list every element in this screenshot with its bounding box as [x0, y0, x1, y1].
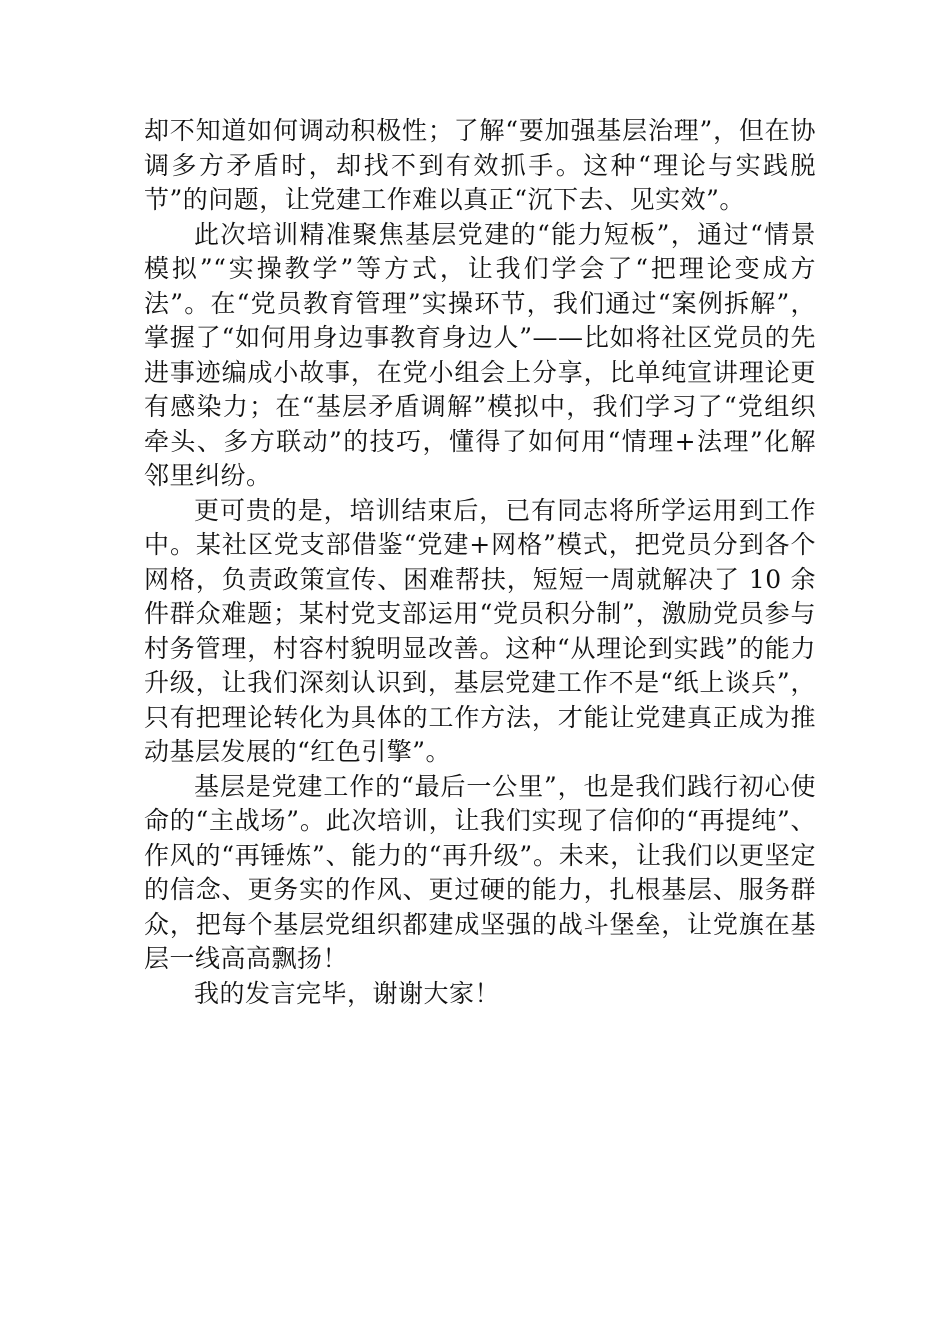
- document-body: [144, 114, 816, 1011]
- paragraph-training-focus: 此次培训精准聚焦基层党建的“能力短板”，通过“情景模拟”“实操教学”等方式，让我们学会了“把理论变成方法”。在“党员教育管理”实操环节，我们通过“案例拆解”，掌握了“如何用身边事教育身边人”——比如将社区党员的先进事迹编成小故事，在党小组会上分享，比单纯宣讲理论更有感染力；在“基层矛盾调解”模拟中，我们学习了“党组织牵头、多方联动”的技巧，懂得了如何用“情理+法理”化解邻里纠纷。: [144, 219, 816, 490]
- paragraph-closing-remark: 我的发言完毕，谢谢大家！: [194, 978, 501, 1008]
- paragraph-continued: 却不知道如何调动积极性；了解“要加强基层治理”，但在协调多方矛盾时，却找不到有效抓手。这种“理论与实践脱节”的问题，让党建工作难以真正“沉下去、见实效”。: [144, 116, 816, 214]
- paragraph-conclusion: 基层是党建工作的“最后一公里”，也是我们践行初心使命的“主战场”。此次培训，让我们实现了信仰的“再提纯”、作风的“再锤炼”、能力的“再升级”。未来，让我们以更坚定的信念、更务实的作风、更过硬的能力，扎根基层、服务群众，把每个基层党组织都建成坚强的战斗堡垒，让党旗在基层一线高高飘扬！: [144, 771, 816, 973]
- paragraph-practice-results: 更可贵的是，培训结束后，已有同志将所学运用到工作中。某社区党支部借鉴“党建+网格”模式，把党员分到各个网格，负责政策宣传、困难帮扶，短短一周就解决了 10 余件群众难题；某村党支部运用“党员积分制”，激励党员参与村务管理，村容村貌明显改善。这种“从理论到实践”的能力升级，让我们深刻认识到，基层党建工作不是“纸上谈兵”，只有把理论转化为具体的工作方法，才能让党建真正成为推动基层发展的“红色引擎”。: [144, 495, 816, 766]
